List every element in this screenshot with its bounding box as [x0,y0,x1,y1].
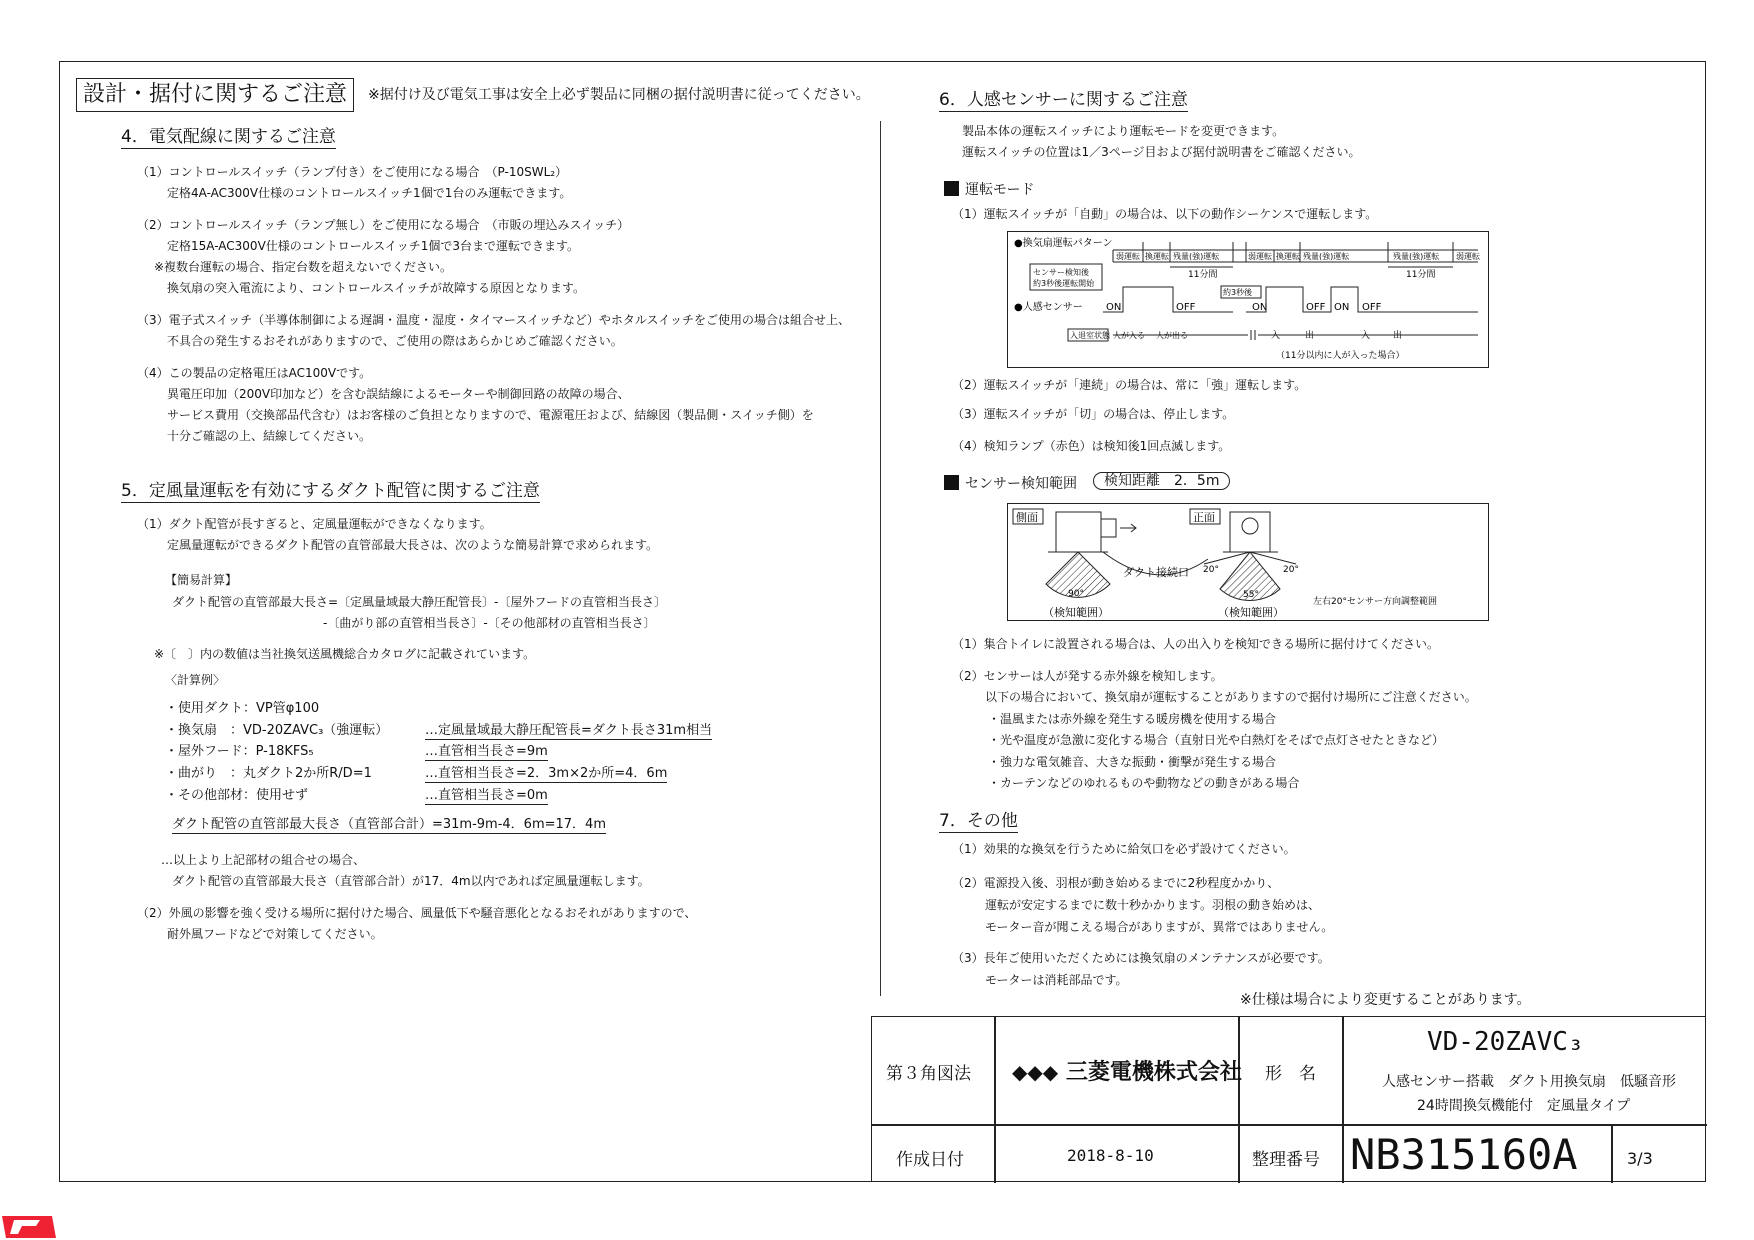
result-line: …以上より上記部材の組合せの場合、 [161,853,366,867]
seq-out-2: 出 [1393,331,1403,341]
seq-dry: 換運転 [1145,252,1169,261]
mode-line: （4）検知ランプ（赤色）は検知後1回点滅します。 [952,439,1231,453]
calc-line: ダクト配管の直管部最大長さ=〔定風量域最大静圧配管長〕-〔屋外フードの直管相当長さ〕 [172,595,667,609]
example-line: ・その他部材：使用せず [165,788,309,803]
sec5-line: 耐外風フードなどで対策してください。 [167,927,383,941]
seq-weak-2: 弱運転 [1248,252,1272,261]
mode-line: （2）運転スイッチが「連続」の場合は、常に「強」運転します。 [952,378,1307,392]
sec5-title: 5．定風量運転を有効にするダクト配管に関するご注意 [121,481,540,501]
seq-11min: 11分間 [1188,270,1218,280]
sensor-line: ・カーテンなどのゆれるものや動物などの動きがある場合 [988,776,1300,790]
angle-20-left: 20° [1203,565,1219,575]
sec7-line: モーター音が聞こえる場合がありますが、異常ではありません。 [985,920,1334,934]
example-line: ・使用ダクト：VP管φ100 [165,701,320,716]
detection-range-diagram [1007,503,1489,621]
company-logo [1012,1055,1242,1086]
model-number: VD-20ZAVC₃ [1427,1027,1584,1057]
range-label-side: （検知範囲） [1043,606,1109,619]
seq-off: OFF [1176,302,1196,313]
sec5-line: （2）外風の影響を強く受ける場所に据付けた場合、風量低下や騒音悪化となるおそれがありますので、 [137,906,697,920]
example-value: …直管相当長さ=0m [425,788,548,803]
projection-method: 第３角図法 [886,1064,971,1084]
seq-sensor-delay-2: 約3秒後運転開始 [1033,279,1095,288]
seq-residual-2: 残量(強)運転 [1303,252,1350,261]
sensor-line: ・光や温度が急激に変化する場合（直射日光や白熱灯をそばで点灯させたときなど） [988,733,1445,747]
sec7-line: 運転が安定するまでに数十秒かかります。羽根の動き始めは、 [985,898,1321,912]
square-bullet-icon [944,475,959,490]
sensor-line: ・強力な電気雑音、大きな振動・衝撃が発生する場合 [988,755,1277,769]
mode-head [944,181,1034,197]
sec4-line: 換気扇の突入電流により、コントロールスイッチが故障する原因となります。 [167,281,585,295]
seq-state: 入退室状態 [1070,331,1110,340]
duct-label: ダクト接続口 [1123,566,1189,579]
example-result: ダクト配管の直管部最大長さ（直管部合計）=31m-9m-4．6m=17．4m [172,817,606,832]
sec7-line: （1）効果的な換気を行うために給気口を必ず設けてください。 [952,842,1296,856]
column-divider [880,121,881,996]
header-note: ※据付け及び電気工事は安全上必ず製品に同梱の据付説明書に従ってください。 [368,87,870,103]
adjust-range-label: 左右20°センサー方向調整範囲 [1313,597,1437,607]
seq-within: （11分以内に人が入った場合） [1276,351,1405,361]
sec4-line: （1）コントロールスイッチ（ランプ付き）をご使用になる場合 （P-10SWL₂） [137,165,568,179]
seq-on-3: ON [1334,302,1350,313]
sec4-line: ※複数台運転の場合、指定台数を超えないでください。 [154,260,453,274]
title-block [871,1016,1706,1182]
seq-enter: 人が入る [1113,331,1145,340]
sec6-title: 6．人感センサーに関するご注意 [939,90,1188,110]
range-label-front: （検知範囲） [1218,606,1284,619]
angle-20-right: 20° [1283,565,1299,575]
creation-date: 2018-8-10 [1067,1146,1154,1165]
seq-weak-3: 弱運転 [1456,252,1480,261]
sec4-line: （4）この製品の定格電圧はAC100Vです。 [137,366,372,380]
mitsubishi-diamonds-icon: ◆◆◆ [1012,1060,1059,1084]
example-value: …直管相当長さ=9m [425,744,548,759]
result-line: ダクト配管の直管部最大長さ（直管部合計）が17．4m以内であれば定風量運転します。 [172,874,650,888]
sec4-line: 定格4A-AC300V仕様のコントロールスイッチ1個で1台のみ運転できます。 [167,186,572,200]
sec5-note: ※〔 〕内の数値は当社換気送風機総合カタログに記載されています。 [154,647,536,661]
angle-90: 90° [1068,589,1084,599]
corner-stamp-icon [0,1210,58,1240]
mode-head-label: 運転モード [965,182,1035,198]
angle-55: 55° [1243,590,1259,600]
sec6-line: 運転スイッチの位置は1／3ページ目および据付説明書をご確認ください。 [962,145,1361,159]
sensor-line: 以下の場合において、換気扇が運転することがありますので据付け場所にご注意ください。 [985,690,1477,704]
sec4-line: 十分ご確認の上、結線してください。 [167,429,372,443]
detect-distance-badge: 検知距離 2．5m [1093,472,1230,490]
calc-line: -〔曲がり部の直管相当長さ〕-〔その他部材の直管相当長さ〕 [323,616,656,630]
seq-residual-3: 残量(強)運転 [1393,252,1440,261]
seq-sensor-label: ●人感センサー [1014,302,1083,313]
sec7-line: （3）長年ご使用いただくためには換気扇のメンテナンスが必要です。 [952,951,1330,965]
model-label: 形 名 [1265,1064,1316,1084]
example-line: ・換気扇 ：VD-20ZAVC₃（強運転） [165,723,389,738]
sec5-line: （1）ダクト配管が長すぎると、定風量運転ができなくなります。 [137,517,492,531]
sec7-line: （2）電源投入後、羽根が動き始めるまでに2秒程度かかり、 [952,876,1280,890]
seq-in-2: 入 [1361,331,1371,341]
seq-off-2: OFF [1306,302,1326,313]
seq-in: 入 [1271,331,1281,341]
seq-dry-2: 換運転 [1276,252,1300,261]
range-head-label: センサー検知範囲 [965,476,1077,492]
example-line: ・屋外フード：P-18KFS₅ [165,744,314,759]
seq-on: ON [1106,302,1122,313]
sec6-line: 製品本体の運転スイッチにより運転モードを変更できます。 [962,124,1285,138]
seq-11min-2: 11分間 [1406,270,1436,280]
sensor-line: ・温風または赤外線を発生する暖房機を使用する場合 [988,712,1277,726]
sec5-line: 定風量運転ができるダクト配管の直管部最大長さは、次のような簡易計算で求められます。 [167,538,659,552]
mode-line: （3）運転スイッチが「切」の場合は、停止します。 [952,407,1235,421]
page-number: 3/3 [1627,1149,1653,1168]
document-number: NB315160A [1350,1130,1578,1179]
seq-weak: 弱運転 [1116,252,1140,261]
sensor-line: （2）センサーは人が発する赤外線を検知します。 [952,669,1223,683]
number-label: 整理番号 [1252,1150,1320,1170]
seq-on-2: ON [1252,302,1268,313]
sec4-line: 不具合の発生するおそれがありますので、ご使用の際はあらかじめご確認ください。 [167,334,623,348]
sec4-line: 定格15A-AC300V仕様のコントロールスイッチ1個で3台まで運転できます。 [167,239,580,253]
example-line: ・曲がり ：丸ダクト2か所R/D=1 [165,766,372,781]
spec-note: ※仕様は場合により変更することがあります。 [1240,992,1531,1008]
seq-3sec: 約3秒後 [1223,288,1253,297]
example-value: …定風量域最大静圧配管長=ダクト長さ31m相当 [425,723,713,738]
calc-head: 【簡易計算】 [165,573,238,587]
square-bullet-icon [944,181,959,196]
front-label: 正面 [1193,511,1215,524]
model-desc-2: 24時間換気機能付 定風量タイプ [1417,1098,1631,1114]
seq-pattern-label: ●換気扇運転パターン [1014,238,1113,249]
sec7-title: 7．その他 [939,811,1018,831]
example-value: …直管相当長さ=2．3m×2か所=4．6m [425,766,668,781]
sheet-title: 設計・据付に関するご注意 [76,78,354,112]
sec4-title: 4．電気配線に関するご注意 [121,127,336,147]
mode-line: （1）運転スイッチが「自動」の場合は、以下の動作シーケンスで運転します。 [952,207,1378,221]
sensor-line: （1）集合トイレに設置される場合は、人の出入りを検知できる場所に据付けてください。 [952,637,1440,651]
seq-out: 出 [1305,331,1315,341]
seq-leave: 人が出る [1156,331,1188,340]
sec4-line: （2）コントロールスイッチ（ランプ無し）をご使用になる場合 （市販の埋込みスイッチ） [137,218,630,232]
example-head: 〈計算例〉 [165,673,226,687]
sec4-line: （3）電子式スイッチ（半導体制御による遅調・温度・湿度・タイマースイッチなど）やホタルスイッチをご使用の場合は組合せ上、 [137,313,851,327]
sec4-line: サービス費用（交換部品代含む）はお客様のご負担となりますので、電源電圧および、結線図（製品側・スイッチ側）を [167,408,814,422]
sec7-line: モーターは消耗部品です。 [985,973,1128,987]
seq-sensor-delay: センサー検知後 [1033,268,1089,277]
seq-off-3: OFF [1362,302,1382,313]
side-label: 側面 [1016,511,1038,524]
model-desc-1: 人感センサー搭載 ダクト用換気扇 低騒音形 [1382,1074,1676,1090]
sec4-line: 異電圧印加（200V印加など）を含む誤結線によるモーターや制御回路の故障の場合、 [167,387,630,401]
seq-residual: 残量(強)運転 [1173,252,1220,261]
range-head [944,475,1077,491]
company-name: 三菱電機株式会社 [1065,1060,1242,1085]
operation-sequence-diagram [1007,231,1489,368]
date-label: 作成日付 [896,1150,964,1170]
